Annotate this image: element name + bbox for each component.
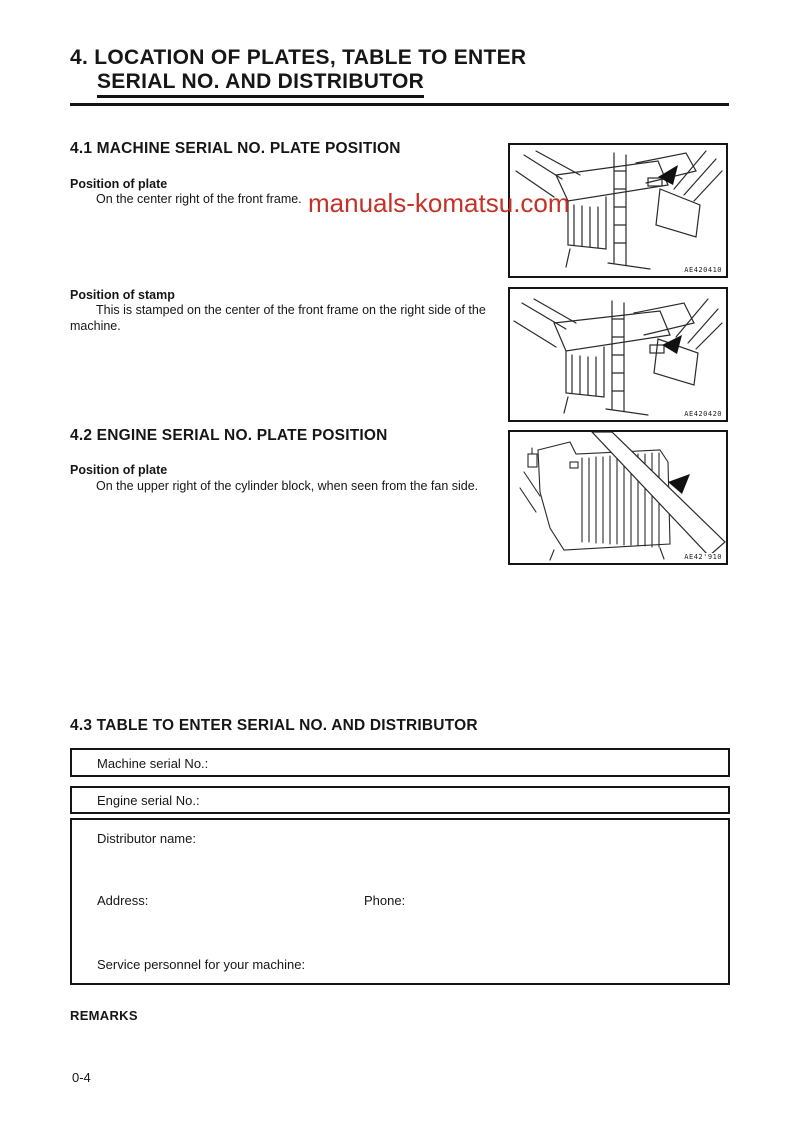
page-title-line1: 4. LOCATION OF PLATES, TABLE TO ENTER — [70, 46, 527, 69]
page-number: 0-4 — [72, 1070, 91, 1085]
engine-serial-label: Engine serial No.: — [97, 793, 200, 808]
page-title-line2: SERIAL NO. AND DISTRIBUTOR — [97, 70, 424, 98]
watermark-text: manuals-komatsu.com — [308, 188, 570, 218]
figure-code-1: AE420410 — [684, 266, 722, 274]
position-of-stamp-label: Position of stamp — [70, 288, 175, 302]
figure-code-3: AE42'910 — [684, 553, 722, 561]
service-personnel-label: Service personnel for your machine: — [97, 957, 306, 972]
position-of-plate-body-4-1: On the center right of the front frame. — [96, 192, 302, 206]
section-4-2-heading: 4.2 ENGINE SERIAL NO. PLATE POSITION — [70, 427, 388, 444]
section-4-3-heading: 4.3 TABLE TO ENTER SERIAL NO. AND DISTRIBUTOR — [70, 717, 478, 734]
page-header — [70, 46, 729, 106]
stamp-pointer-arrow — [662, 335, 682, 354]
machine-serial-row — [70, 748, 730, 777]
section-4-1-heading: 4.1 MACHINE SERIAL NO. PLATE POSITION — [70, 140, 401, 157]
engine-line-drawing — [510, 432, 726, 563]
engine-serial-row — [70, 786, 730, 814]
address-label: Address: — [97, 893, 149, 908]
machine-line-drawing-2 — [510, 289, 726, 420]
distributor-box — [70, 818, 730, 985]
figure-engine-plate-position — [508, 430, 728, 565]
position-of-plate-body-4-2: On the upper right of the cylinder block, when seen from the fan side. — [96, 479, 479, 493]
figure-code-2: AE420420 — [684, 410, 722, 418]
distributor-name-label: Distributor name: — [97, 831, 196, 846]
machine-serial-label: Machine serial No.: — [97, 756, 209, 771]
phone-label: Phone: — [364, 893, 406, 908]
position-of-plate-label-4-2: Position of plate — [70, 463, 168, 477]
position-of-stamp-body: This is stamped on the center of the front frame on the right side of the machine. — [70, 303, 486, 333]
position-of-plate-label-4-1: Position of plate — [70, 177, 168, 191]
remarks-label: REMARKS — [70, 1008, 138, 1023]
figure-machine-stamp-position — [508, 287, 728, 422]
